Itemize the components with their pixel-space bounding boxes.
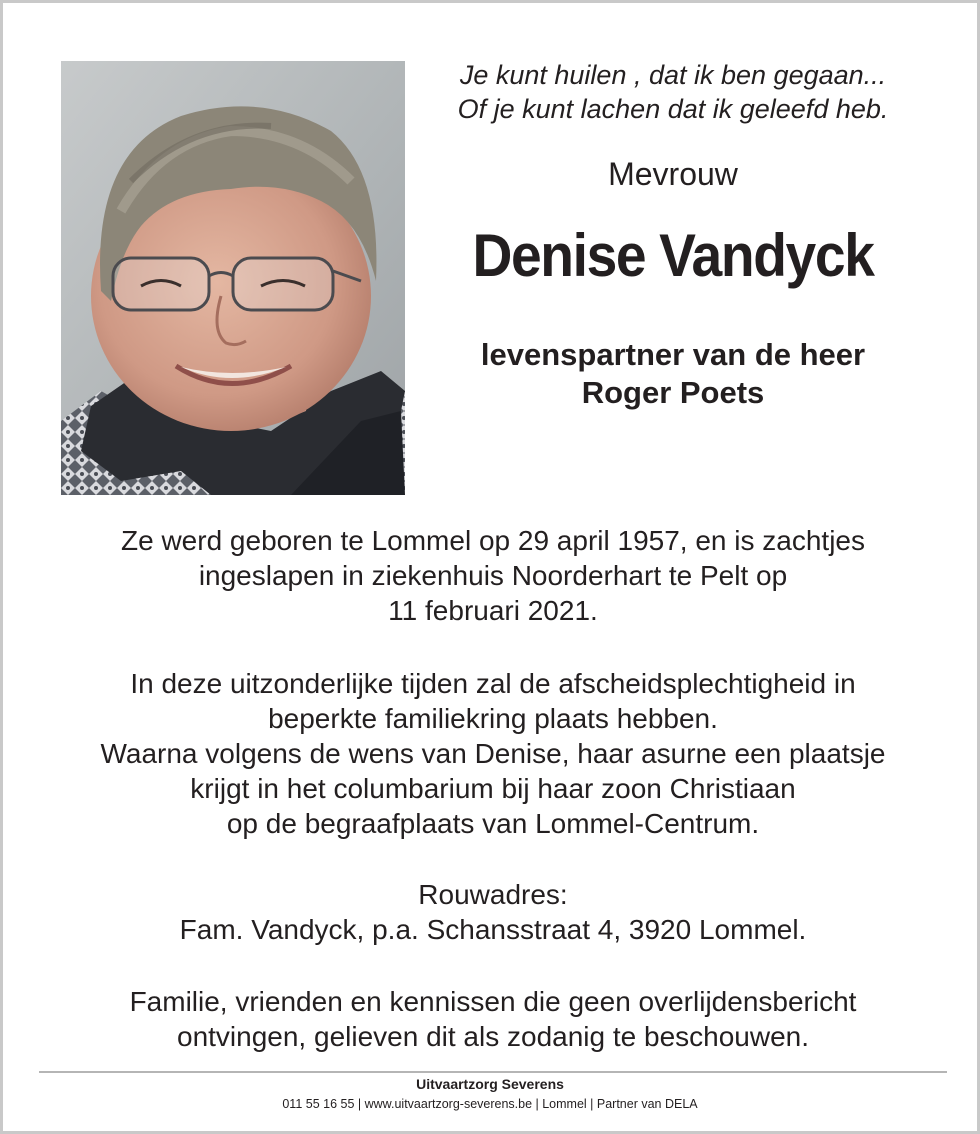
- text-line: ingeslapen in ziekenhuis Noorderhart te Pelt op: [198, 560, 788, 591]
- text-line: Familie, vrienden en kennissen die geen overlijdensbericht: [129, 986, 857, 1017]
- notice-paragraph: [23, 984, 963, 1054]
- funeral-home-contact: 011 55 16 55 | www.uitvaartzorg-severens.be | Lommel | Partner van DELA: [282, 1097, 698, 1111]
- quote-line-1: Je kunt huilen , dat ik ben gegaan...: [459, 60, 887, 90]
- footer-divider: [39, 1071, 947, 1073]
- text-line: In deze uitzonderlijke tijden zal de afscheidsplechtigheid in: [130, 668, 856, 699]
- portrait-photo: [61, 61, 405, 495]
- quote: [413, 58, 933, 126]
- funeral-home-name: Uitvaartzorg Severens: [416, 1076, 564, 1092]
- text-line: Waarna volgens de wens van Denise, haar asurne een plaatsje: [100, 738, 886, 769]
- relation: [423, 336, 923, 412]
- text-line: ontvingen, gelieven dit als zodanig te beschouwen.: [177, 1021, 809, 1052]
- ceremony-paragraph: [23, 666, 963, 841]
- portrait-illustration: [61, 61, 405, 495]
- address-label: Rouwadres:: [418, 879, 568, 910]
- address-paragraph: [23, 877, 963, 947]
- text-line: 11 februari 2021.: [388, 595, 598, 626]
- relation-line-2: Roger Poets: [581, 375, 765, 410]
- text-line: Ze werd geboren te Lommel op 29 april 1957, en is zachtjes: [121, 525, 865, 556]
- address-value: Fam. Vandyck, p.a. Schansstraat 4, 3920 Lommel.: [179, 914, 807, 945]
- text-line: krijgt in het columbarium bij haar zoon Christiaan: [190, 773, 796, 804]
- deceased-name: Denise Vandyck: [472, 222, 874, 289]
- relation-line-1: levenspartner van de heer: [480, 337, 866, 372]
- honorific: Mevrouw: [608, 156, 738, 192]
- text-line: op de begraafplaats van Lommel-Centrum.: [226, 808, 760, 839]
- text-line: beperkte familiekring plaats hebben.: [268, 703, 718, 734]
- birth-paragraph: [23, 523, 963, 628]
- quote-line-2: Of je kunt lachen dat ik geleefd heb.: [457, 94, 889, 124]
